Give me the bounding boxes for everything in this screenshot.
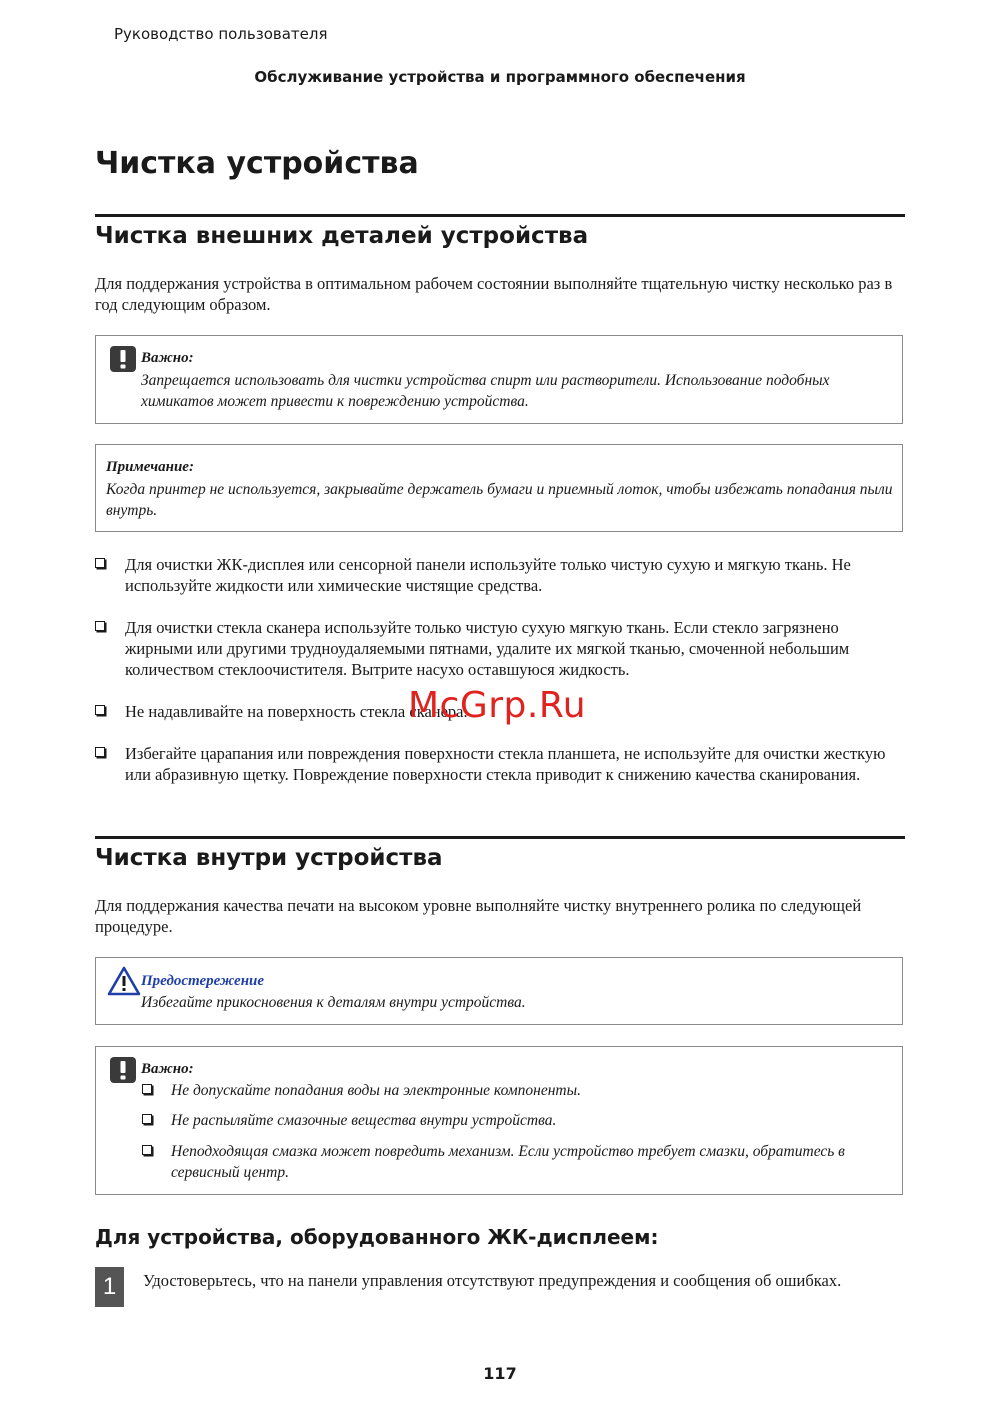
- checkbox-bullet-icon: [95, 705, 105, 715]
- list-item-text: Не допускайте попадания воды на электронные компоненты.: [171, 1082, 581, 1099]
- note-title: Примечание:: [106, 459, 194, 475]
- caution-box: [95, 957, 903, 1025]
- checkbox-bullet-icon: [95, 558, 105, 568]
- caution-text: Избегайте прикосновения к деталям внутри устройства.: [141, 994, 526, 1011]
- running-head: Руководство пользователя: [114, 25, 328, 43]
- section-rule: [95, 214, 905, 217]
- page-title: Чистка устройства: [95, 146, 419, 181]
- list-item-text: Для очистки ЖК-дисплея или сенсорной панели используйте только чистую сухую и мягкую ткань. Не используйте жидкости или химические чистящие средства.: [125, 555, 851, 595]
- list-item-text: Не надавливайте на поверхность стекла сканера.: [125, 702, 468, 721]
- warning-triangle-icon: [107, 966, 141, 996]
- important-icon: [110, 1057, 136, 1083]
- important-title: Важно:: [141, 1061, 194, 1077]
- section-header: Обслуживание устройства и программного обеспечения: [254, 68, 746, 86]
- caution-title: Предостережение: [141, 973, 265, 989]
- list-item-text: Для очистки стекла сканера используйте только чистую сухую мягкую ткань. Если стекло загрязнено жирными или другими трудноудаляемыми пятнами, удалите их мягкой тканью, смоченной небольшим количеством стеклоочистителя. Вытрите насухо оставшуюся жидкость.: [125, 618, 850, 679]
- note-text: Когда принтер не используется, закрывайте держатель бумаги и приемный лоток, чтобы избежать попадания пыли внутрь.: [106, 481, 893, 519]
- important-icon: [110, 346, 136, 372]
- exterior-heading: Чистка внешних деталей устройства: [95, 223, 589, 249]
- interior-heading: Чистка внутри устройства: [95, 845, 443, 871]
- list-item-text: Не распыляйте смазочные вещества внутри устройства.: [171, 1112, 557, 1129]
- exterior-intro: Для поддержания устройства в оптимальном рабочем состоянии выполняйте тщательную чистку несколько раз в год следующим образом.: [95, 274, 893, 314]
- step-text: Удостоверьтесь, что на панели управления отсутствуют предупреждения и сообщения об ошибках.: [143, 1271, 842, 1290]
- checkbox-bullet-icon: [95, 747, 105, 757]
- step-number: 1: [95, 1267, 124, 1307]
- interior-intro: Для поддержания качества печати на высоком уровне выполняйте чистку внутреннего ролика по следующей процедуре.: [95, 896, 862, 936]
- watermark: McGrp.Ru: [408, 685, 587, 726]
- page-number: 117: [483, 1364, 517, 1383]
- section-rule: [95, 836, 905, 839]
- checkbox-bullet-icon: [142, 1114, 152, 1124]
- checkbox-bullet-icon: [95, 621, 105, 631]
- important-text: Запрещается использовать для чистки устройства спирт или растворители. Использование подобных химикатов может привести к повреждению устройства.: [141, 372, 830, 410]
- list-item-text: Неподходящая смазка может повредить механизм. Если устройство требует смазки, обратитесь в сервисный центр.: [171, 1143, 845, 1181]
- lcd-heading: Для устройства, оборудованного ЖК-дисплеем:: [95, 1225, 659, 1249]
- checkbox-bullet-icon: [142, 1145, 152, 1155]
- note-box: [95, 444, 903, 532]
- list-item-text: Избегайте царапания или повреждения поверхности стекла планшета, не используйте для очистки жесткую или абразивную щетку. Повреждение поверхности стекла приводит к снижению качества сканирования.: [125, 744, 886, 784]
- important-title: Важно:: [141, 350, 194, 366]
- important-box: [95, 335, 903, 424]
- checkbox-bullet-icon: [142, 1084, 152, 1094]
